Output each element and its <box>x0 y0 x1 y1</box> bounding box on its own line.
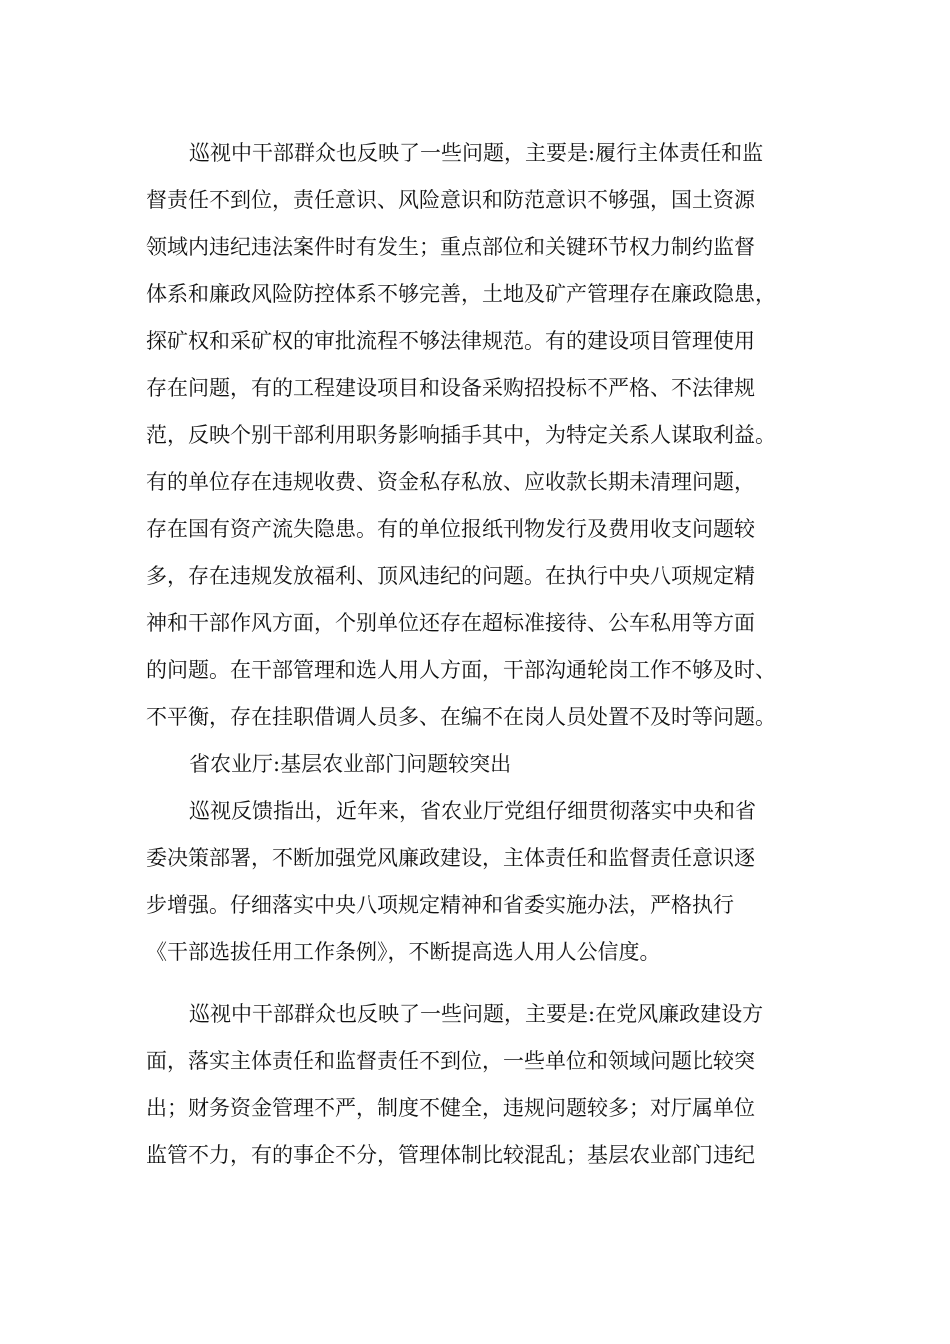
text-line: 有的单位存在违规收费、资金私存私放、应收款长期未清理问题， <box>146 470 755 494</box>
text-line: 体系和廉政风险防控体系不够完善，土地及矿产管理存在廉政隐患， <box>146 282 776 306</box>
text-line: 范，反映个别干部利用职务影响插手其中，为特定关系人谋取利益。 <box>146 423 776 447</box>
text-line: 探矿权和采矿权的审批流程不够法律规范。有的建设项目管理使用 <box>146 329 755 353</box>
text-line: 出；财务资金管理不严，制度不健全，违规问题较多；对厅属单位 <box>146 1096 755 1120</box>
text-line: 神和干部作风方面，个别单位还存在超标准接待、公车私用等方面 <box>146 611 755 635</box>
text-line: 巡视反馈指出，近年来，省农业厅党组仔细贯彻落实中央和省 <box>189 799 756 823</box>
text-line: 的问题。在干部管理和选人用人方面，干部沟通轮岗工作不够及时、 <box>146 658 776 682</box>
text-line: 巡视中干部群众也反映了一些问题，主要是:履行主体责任和监 <box>189 141 764 165</box>
text-line: 委决策部署，不断加强党风廉政建设，主体责任和监督责任意识逐 <box>146 846 755 870</box>
text-line: 步增强。仔细落实中央八项规定精神和省委实施办法，严格执行 <box>146 893 734 917</box>
text-line: 巡视中干部群众也反映了一些问题，主要是:在党风廉政建设方 <box>189 1002 764 1026</box>
text-line: 存在国有资产流失隐患。有的单位报纸刊物发行及费用收支问题较 <box>146 517 755 541</box>
text-line: 多，存在违规发放福利、顶风违纪的问题。在执行中央八项规定精 <box>146 564 755 588</box>
section-heading: 省农业厅:基层农业部门问题较突出 <box>189 752 512 776</box>
text-line: 不平衡，存在挂职借调人员多、在编不在岗人员处置不及时等问题。 <box>146 705 776 729</box>
text-line: 存在问题，有的工程建设项目和设备采购招投标不严格、不法律规 <box>146 376 755 400</box>
text-line: 督责任不到位，责任意识、风险意识和防范意识不够强，国土资源 <box>146 188 755 212</box>
text-line: 面，落实主体责任和监督责任不到位，一些单位和领域问题比较突 <box>146 1049 755 1073</box>
text-line: 《干部选拔任用工作条例》，不断提高选人用人公信度。 <box>146 940 661 964</box>
text-line: 领域内违纪违法案件时有发生；重点部位和关键环节权力制约监督 <box>146 235 755 259</box>
text-line: 监管不力，有的事企不分，管理体制比较混乱；基层农业部门违纪 <box>146 1143 755 1167</box>
